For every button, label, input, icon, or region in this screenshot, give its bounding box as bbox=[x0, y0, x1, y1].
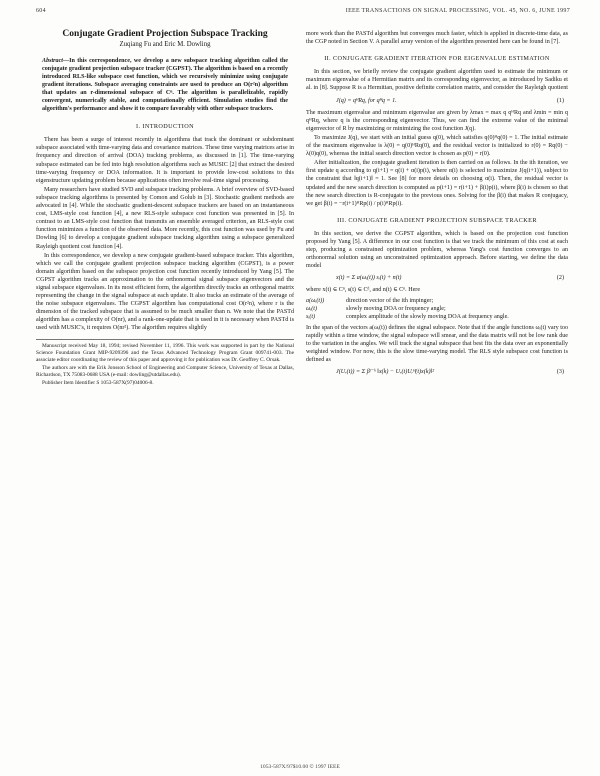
definition-item bbox=[306, 305, 568, 313]
equation-2 bbox=[306, 274, 568, 282]
abstract-label: Abstract— bbox=[42, 58, 70, 65]
copyright-id: 1053-587X/97$10.00 © 1997 IEEE bbox=[260, 764, 340, 770]
section-heading-3: III. CONJUGATE GRADIENT PROJECTION SUBSPACE TRACKER bbox=[337, 216, 537, 224]
left-column bbox=[36, 30, 294, 388]
equation-number: (2) bbox=[556, 275, 564, 282]
definition-item bbox=[306, 313, 568, 321]
footnotes bbox=[36, 339, 294, 387]
page-number: 604 bbox=[36, 8, 46, 14]
definition-text: slowly moving DOA or frequency angle; bbox=[346, 305, 446, 312]
right-column bbox=[306, 30, 568, 380]
section-heading-2: II. CONJUGATE GRADIENT ITERATION FOR EIGENVALUE ESTIMATION bbox=[324, 55, 550, 63]
paragraph: The maximum eigenvalue and minimum eigenvalue are given by λmax = max q qᴴRq and λmin = min q qᴴRq, where q is the corresponding eigenvector. Thus, we can find the extreme value of the minimal eigenvector of R by maximizing or minimizing the cost function J(q). bbox=[306, 109, 568, 132]
footnote: Publisher Item Identifier S 1053-587X(97)04006-8. bbox=[42, 379, 154, 386]
paragraph: To maximize J(q), we start with an initial guess q(0), which satisfies q(0)ᴴq(0) = 1. The initial estimate of the maximum eigenvalue is λ(0) = q(0)ᴴRq(0), and the residual vector is initialized to r(0) = Rq(0) − λ(0)q(0), whereas the initial search direction vector is chosen as p(0) = r(0). bbox=[306, 134, 568, 158]
equation-number: (1) bbox=[556, 97, 564, 104]
abstract bbox=[42, 57, 288, 113]
paragraph: After initialization, the conjugate gradient iteration is then carried on as follows. In the ith iteration, we first update q according to q(i+1) = q(i) + α(i)p(i), where α(i) is selected to maximize J(q(i+1)), subject to the constraint that ‖q(i+1)‖ = 1. See [8] for more details on choosing α(i). Then, the residual vector is updated and the new search direction is computed as p(i+1) = r(i+1) + β(i)p(i), where β(i) is chosen so that the new search direction is R-conjugate to the previous ones. Solving for the β(i) that makes R conjugacy, we get β(i) = −r(i+1)ᴴRp(i) / p(i)ᴴRp(i). bbox=[306, 160, 568, 207]
paragraph: In this correspondence, we develop a new conjugate gradient-based subspace tracker. This algorithm, which we call the conjugate gradient projection subspace tracking algorithm (CGPST), is a power domain algorithm based on the subspace projection cost function recently introduced by Yang [5]. The CGPST algorithm tracks an approximation to the orthonormal signal subspace eigenvectors and the signal subspace eigenvalues. In its most efficient form, the algorithm directly tracks an orthogonal matrix representing the change in the signal subspace at each update. It also tracks an estimate of the average of the noise subspace eigenvalues. The CGPST algorithm has computational cost O(r²n), where r is the dimension of the tracked subspace that is assumed to be much smaller than n. We note that the PASTd algorithm has a complexity of O(nr), and a rank-one-update that is used in it is necessary when PASTd is used with MUSIC's, it requires O(nr²). The algorithm requires slightly bbox=[36, 252, 294, 332]
paragraph: In this section, we derive the CGPST algorithm, which is based on the projection cost function proposed by Yang [5]. A difference in our cost function is that we track the minimum of this cost at each step, producing a constrained optimization problem, whereas Yang's cost function converges to an orthonormal solution using an unconstrained optimization approach. Before starting, we define the data model bbox=[306, 230, 568, 270]
paragraph: In the span of the vectors a(ωᵢ(t)) defines the signal subspace. Note that if the angle functions ωᵢ(t) vary too rapidly within a time window, the signal subspace will smear, and the data matrix will not be low rank due to the variation in the angles. We will track the signal subspace that best fits the data over an exponentially weighted window. For now, this is the slow time-varying model. The RLS style subspace cost function is defined as bbox=[306, 324, 568, 364]
definition-list bbox=[306, 297, 568, 321]
abstract-text: In this correspondence, we develop a new subspace tracking algorithm called the conjugate gradient projection subspace tracker (CGPST). The algorithm is based on a recently introduced RLS-like subspace cost function, which we recursively minimize using conjugate gradient iterations. Subspace averaging constraints are used to produce an O(r²n) algorithm that updates an r-dimensional subspace of Cⁿ. The algorithm is parallelizable, rapidly convergent, numerically stable, and computationally efficient. Simulation studies find the algorithm's performance and show it to compare favorably with other subspace trackers. bbox=[42, 58, 288, 113]
paragraph: Many researchers have studied SVD and subspace tracking problems. A brief overview of SVD-based subspace tracking algorithms is presented by Comon and Golub in [3]. Stochastic gradient methods are advocated in [4]. While the stochastic gradient-descent subspace trackers are based on an instantaneous cost, LMS-style cost function [4], a new RLS-style subspace cost function was presented in [5]. In contrast to an LMS-style cost function that transmits an ensemble averaged criterion, an RLS-style cost function minimizes a function of the observed data. More recently, this cost function was used by Fu and Dowling [6] to develop a conjugate gradient subspace tracking algorithm using a subspace generalized Rayleigh quotient cost function [4]. bbox=[36, 186, 294, 250]
equation-body: J(Uᵣ(t)) = Σ βᵗ⁻ᵏ ‖x(k) − Uᵣ(t)Uᵣᴴ(t)x(k)‖² bbox=[336, 369, 435, 376]
equation-1 bbox=[306, 97, 568, 105]
paragraph: more work than the PASTd algorithm but converges much faster, which is applied in discrete-time data, as the CGP noted in Section V. A parallel array version of the algorithm presented here can be found in [7]. bbox=[306, 31, 568, 46]
equation-body: x(t) = Σ a(ωᵢ(t)) sᵢ(t) + n(t) bbox=[336, 275, 402, 282]
definition-item bbox=[306, 297, 568, 305]
paragraph: There has been a surge of interest recently in algorithms that track the dominant or subdominant subspace associated with time-varying data and covariance matrices. These time varying matrices arise in frequency and direction of arrival (DOA) tracking problems, as discussed in [1]. The time-varying subspace estimated can be fed into high resolution algorithms such as MUSIC [2] that extract the desired time-varying frequency or DOA information. It is important to provide low-cost solutions to this eigenstructure updating problem because applications often involve real-time signal processing. bbox=[36, 137, 294, 184]
definition-text: complex amplitude of the slowly moving DOA at frequency angle. bbox=[346, 313, 509, 320]
paper-authors: Zuqiang Fu and Eric M. Dowling bbox=[119, 41, 211, 49]
definition-text: direction vector of the ith impinger; bbox=[346, 297, 434, 304]
definition-symbol: a(ωᵢ(t)) bbox=[306, 297, 325, 304]
paper-title: Conjugate Gradient Projection Subspace Tracking bbox=[62, 29, 268, 39]
definition-symbol: ωᵢ(t) bbox=[306, 305, 318, 312]
journal-header: IEEE TRANSACTIONS ON SIGNAL PROCESSING, VOL. 45, NO. 6, JUNE 1997 bbox=[345, 8, 570, 14]
footnote: Manuscript received May 18, 1994; revised November 11, 1996. This work was supported in part by the National Science Foundation Grant MIP-9209396 and the Texas Advanced Technology Program Grant 009741-003. The associate editor coordinating the review of this paper and approving it for publication was Dr. Geoffrey C. Orsak. bbox=[36, 342, 294, 363]
footnote: The authors are with the Erik Jonsson School of Engineering and Computer Science, University of Texas at Dallas, Richardson, TX 75083-0688 USA (e-mail: dowling@utdallas.edu). bbox=[36, 364, 294, 378]
definition-symbol: sᵢ(t) bbox=[306, 313, 316, 320]
paragraph: where x(t) ∈ Cⁿ, s(t) ∈ Cᵈ, and n(t) ∈ Cⁿ. Here bbox=[306, 287, 421, 294]
paragraph: In this section, we briefly review the conjugate gradient algorithm used to estimate the minimum or maximum eigenvalue of a Hermitian matrix and its corresponding eigenvector, as introduced by Sadiku et al. in [8]. Suppose R is a Hermitian, positive definite correlation matrix, and consider the Rayleigh quotient bbox=[306, 69, 568, 92]
section-heading-intro: I. INTRODUCTION bbox=[136, 123, 194, 131]
equation-number: (3) bbox=[556, 369, 564, 376]
equation-3 bbox=[306, 368, 568, 376]
equation-body: J(q) = qᴴRq, for qᴴq = 1. bbox=[336, 97, 397, 104]
